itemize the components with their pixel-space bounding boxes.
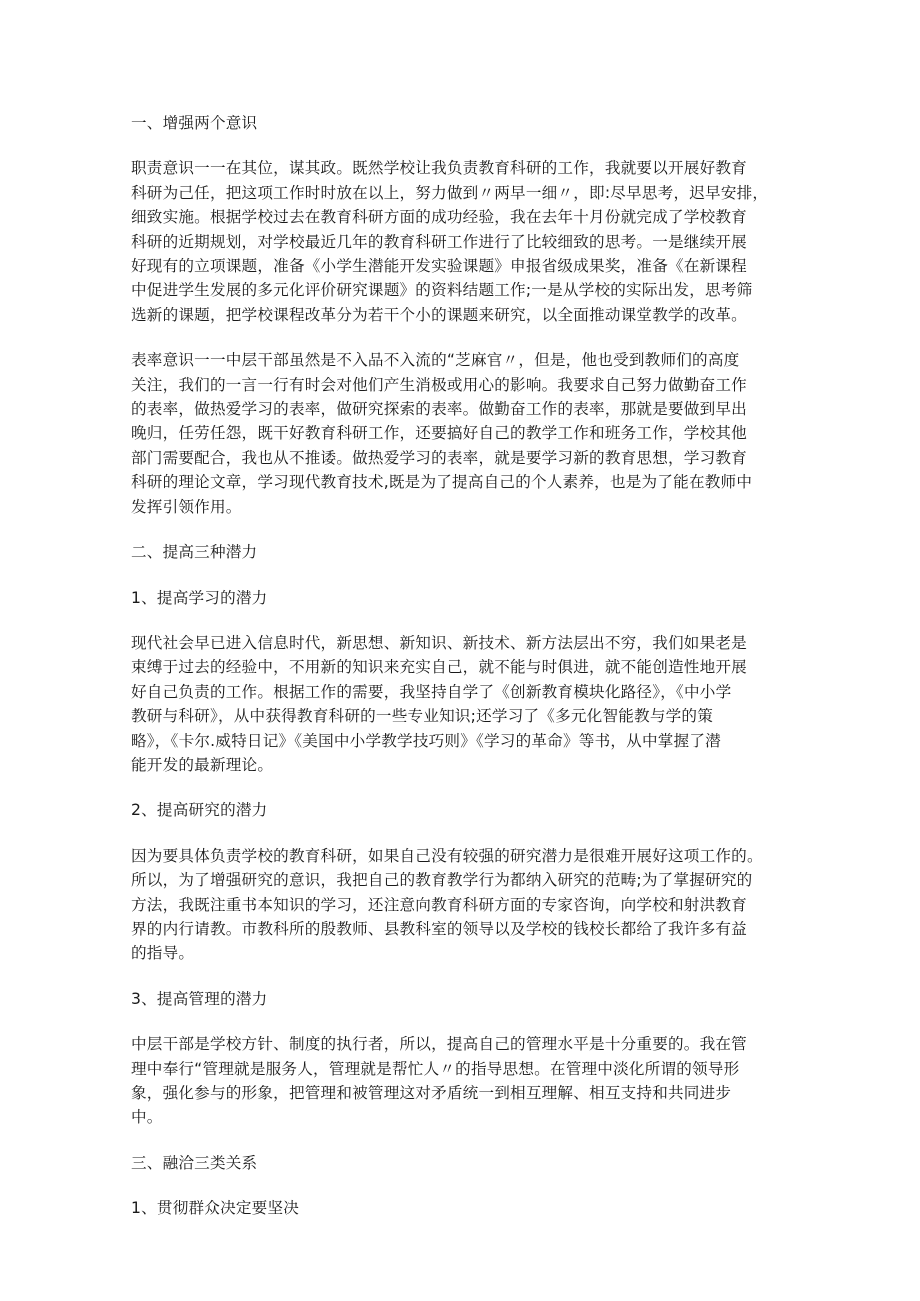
section-heading-2: 二、提高三种潜力: [131, 543, 258, 562]
subsection-heading-research: 2、提高研究的潜力: [131, 801, 268, 820]
paragraph-example-awareness: [131, 348, 820, 519]
text-line: 科研为己任，把这项工作时时放在以上，努力做到〃两早一细〃，即:尽早思考，迟早安排，: [131, 183, 769, 202]
section-heading-1: 一、增强两个意识: [131, 114, 258, 132]
text-line: 方法，我既注重书本知识的学习，还注意向教育科研方面的专家咨询，向学校和射洪教育: [131, 895, 747, 914]
text-line: 略》，《卡尔.威特日记》《美国中小学教学技巧则》《学习的革命》等书，从中掌握了潜: [131, 731, 721, 750]
text-line: 晚归，任劳任怨，既干好教育科研工作，还要搞好自己的教学工作和班务工作，学校其他: [131, 424, 747, 443]
text-line: 理中奉行“管理就是服务人，管理就是帮忙人〃的指导思想。在管理中淡化所谓的领导形: [131, 1059, 740, 1078]
text-line: 象，强化参与的形象，把管理和被管理这对矛盾统一到相互理解、相互支持和共同进步: [131, 1084, 732, 1102]
text-line: 职责意识一一在其位，谋其政。既然学校让我负责教育科研的工作，我就要以开展好教育: [131, 159, 747, 178]
section-heading-3: 三、融洽三类关系: [131, 1153, 258, 1172]
text-line: 关注，我们的一言一行有时会对他们产生消极或用心的影响。我要求自己努力做勤奋工作: [131, 375, 747, 394]
text-line: 选新的课题，把学校课程改革分为若干个小的课题来研究，以全面推动课堂教学的改革。: [131, 305, 747, 324]
text-line: 中。: [131, 1108, 163, 1127]
subsection-heading-learning: 1、提高学习的潜力: [131, 588, 268, 607]
text-line: 中层干部是学校方针、制度的执行者，所以，提高自己的管理水平是十分重要的。我在管: [131, 1035, 747, 1054]
text-line: 部门需要配合，我也从不推诿。做热爱学习的表率，就是要学习新的教育思想，学习教育: [131, 448, 747, 467]
paragraph-learning: [131, 631, 820, 777]
text-line: 因为要具体负责学校的教育科研，如果自己没有较强的研究潜力是很难开展好这项工作的。: [131, 846, 763, 865]
text-line: 科研的理论文章，学习现代教育技术,既是为了提高自己的个人素养，也是为了能在教师中: [131, 473, 753, 492]
text-line: 现代社会早已进入信息时代，新思想、新知识、新技术、新方法层出不穷，我们如果老是: [131, 633, 747, 652]
text-line: 束缚于过去的经验中，不用新的知识来充实自己，就不能与时俱进，就不能创造性地开展: [131, 658, 747, 677]
text-line: 的指导。: [131, 944, 195, 963]
text-line: 教研与科研》，从中获得教育科研的一些专业知识;还学习了《多元化智能教与学的策: [131, 707, 714, 726]
paragraph-research: [131, 844, 820, 966]
subsection-heading-management: 3、提高管理的潜力: [131, 989, 268, 1008]
text-line: 发挥引领作用。: [131, 497, 242, 516]
text-line: 所以，为了增强研究的意识，我把自己的教育教学行为都纳入研究的范畴;为了掌握研究的: [131, 871, 753, 890]
text-line: 表率意识一一中层干部虽然是不入品不入流的“芝麻官〃，但是，他也受到教师们的高度: [131, 351, 740, 370]
text-line: 的表率，做热爱学习的表率，做研究探索的表率。做勤奋工作的表率，那就是要做到早出: [131, 400, 747, 419]
subsection-heading-masses: 1、贯彻群众决定要坚决: [131, 1199, 300, 1218]
text-line: 好自己负责的工作。根据工作的需要，我坚持自学了《创新教育模块化路径》，《中小学: [131, 682, 732, 701]
text-line: 科研的近期规划，对学校最近几年的教育科研工作进行了比较细致的思考。一是继续开展: [131, 232, 747, 251]
text-line: 细致实施。根据学校过去在教育科研方面的成功经验，我在去年十月份就完成了学校教育: [131, 208, 747, 227]
text-line: 能开发的最新理论。: [131, 755, 274, 774]
paragraph-management: [131, 1032, 820, 1130]
text-line: 界的内行请教。市教科所的殷教师、县教科室的领导以及学校的钱校长都给了我许多有益: [131, 919, 747, 938]
paragraph-duty-awareness: [131, 156, 820, 327]
text-line: 好现有的立项课题，准备《小学生潜能开发实验课题》申报省级成果奖，准备《在新课程: [131, 257, 747, 276]
text-line: 中促进学生发展的多元化评价研究课题》的资料结题工作;一是从学校的实际出发，思考筛: [131, 281, 753, 300]
